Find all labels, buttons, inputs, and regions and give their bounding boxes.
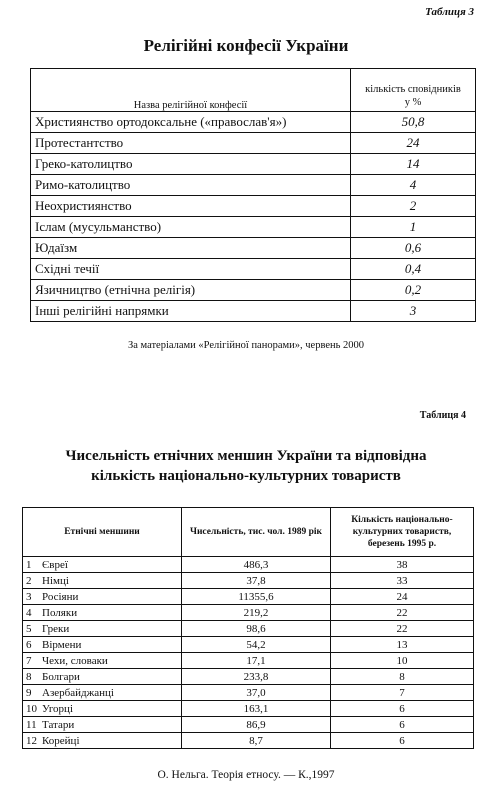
row-number: 2 — [26, 574, 32, 587]
followers-percent-cell: 14 — [351, 154, 476, 175]
population-cell: 11355,6 — [182, 589, 331, 605]
societies-count-cell: 33 — [331, 573, 474, 589]
table-header-row — [23, 508, 474, 557]
table-row — [23, 685, 474, 701]
table-4-title-line1: Чисельність етнічних меншин України та відповідна — [65, 448, 427, 464]
population-cell: 163,1 — [182, 701, 331, 717]
row-number: 7 — [26, 654, 32, 667]
confession-name-cell: Греко-католицтво — [31, 154, 351, 175]
population-cell: 86,9 — [182, 717, 331, 733]
header-societies-count: Кількість національно-культурних товариств, березень 1995 р. — [331, 508, 474, 557]
table-row — [31, 196, 476, 217]
followers-percent-cell: 24 — [351, 133, 476, 154]
followers-percent-cell: 3 — [351, 301, 476, 322]
ethnic-minority-cell — [23, 605, 182, 621]
header-followers-percent — [351, 69, 476, 112]
ethnic-minority-cell — [23, 621, 182, 637]
ethnic-minority-name: Німці — [42, 574, 69, 587]
ethnic-minority-cell — [23, 669, 182, 685]
table-row — [31, 175, 476, 196]
header-followers-line1: кількість сповідників — [365, 84, 461, 95]
row-number: 4 — [26, 606, 32, 619]
table-row — [31, 154, 476, 175]
followers-percent-cell: 2 — [351, 196, 476, 217]
table-row — [31, 238, 476, 259]
table-row — [23, 637, 474, 653]
table-row — [23, 605, 474, 621]
confession-name-cell: Римо-католицтво — [31, 175, 351, 196]
population-cell: 37,8 — [182, 573, 331, 589]
population-cell: 37,0 — [182, 685, 331, 701]
religions-table-body — [31, 112, 476, 322]
row-number: 6 — [26, 638, 32, 651]
header-ethnic-minorities: Етнічні меншини — [23, 508, 182, 557]
table-row — [23, 733, 474, 749]
ethnic-minority-name: Євреї — [42, 558, 68, 571]
population-cell: 486,3 — [182, 557, 331, 573]
societies-count-cell: 24 — [331, 589, 474, 605]
row-number: 8 — [26, 670, 32, 683]
row-number: 1 — [26, 558, 32, 571]
table-row — [31, 301, 476, 322]
table-row — [31, 259, 476, 280]
ethnic-minority-cell — [23, 653, 182, 669]
ethnic-minority-name: Татари — [42, 718, 75, 731]
followers-percent-cell: 0,2 — [351, 280, 476, 301]
followers-percent-cell: 4 — [351, 175, 476, 196]
followers-percent-cell: 50,8 — [351, 112, 476, 133]
row-number: 5 — [26, 622, 32, 635]
ethnic-minority-name: Азербайджанці — [42, 686, 114, 699]
ethnic-minority-name: Чехи, словаки — [42, 654, 108, 667]
confession-name-cell: Інші релігійні напрямки — [31, 301, 351, 322]
table-row — [23, 669, 474, 685]
confession-name-cell: Протестантство — [31, 133, 351, 154]
confession-name-cell: Юдаїзм — [31, 238, 351, 259]
table-4-title-line2: кількість національно-культурних товариств — [91, 468, 401, 484]
header-confession-name: Назва релігійної конфесії — [31, 69, 351, 112]
table-row — [23, 653, 474, 669]
table-row — [23, 557, 474, 573]
row-number: 12 — [26, 734, 37, 747]
confession-name-cell: Неохристиянство — [31, 196, 351, 217]
confession-name-cell: Язичництво (етнічна релігія) — [31, 280, 351, 301]
ethnic-minority-name: Поляки — [42, 606, 78, 619]
followers-percent-cell: 0,4 — [351, 259, 476, 280]
societies-count-cell: 22 — [331, 621, 474, 637]
population-cell: 233,8 — [182, 669, 331, 685]
societies-count-cell: 6 — [331, 733, 474, 749]
ethnic-minority-name: Греки — [42, 622, 70, 635]
table-4-title — [0, 446, 492, 486]
table-row — [23, 701, 474, 717]
societies-count-cell: 8 — [331, 669, 474, 685]
table-row — [31, 280, 476, 301]
table-row — [23, 717, 474, 733]
ethnic-minority-cell — [23, 685, 182, 701]
societies-count-cell: 6 — [331, 701, 474, 717]
table-row — [31, 133, 476, 154]
table-4-source: О. Нельга. Теорія етносу. — К.,1997 — [157, 769, 335, 781]
ethnic-minorities-table — [22, 507, 474, 749]
row-number: 10 — [26, 702, 37, 715]
ethnic-minority-name: Угорці — [42, 702, 74, 715]
header-followers-line2: у % — [404, 97, 422, 108]
population-cell: 98,6 — [182, 621, 331, 637]
header-population: Чисельність, тис. чол. 1989 рік — [182, 508, 331, 557]
table-row — [23, 589, 474, 605]
confession-name-cell: Східні течії — [31, 259, 351, 280]
population-cell: 8,7 — [182, 733, 331, 749]
population-cell: 219,2 — [182, 605, 331, 621]
confession-name-cell: Християнство ортодоксальне («православ'я») — [31, 112, 351, 133]
societies-count-cell: 38 — [331, 557, 474, 573]
ethnic-minority-name: Росіяни — [42, 590, 79, 603]
table-row — [31, 217, 476, 238]
row-number: 11 — [26, 718, 37, 731]
ethnic-minority-name: Болгари — [42, 670, 80, 683]
table-4-label: Таблиця 4 — [419, 410, 466, 421]
table-header-row — [31, 69, 476, 112]
table-3-source: За матеріалами «Релігійної панорами», червень 2000 — [127, 340, 365, 351]
societies-count-cell: 22 — [331, 605, 474, 621]
ethnic-minorities-table-body — [23, 557, 474, 749]
ethnic-minority-cell — [23, 717, 182, 733]
confession-name-cell: Іслам (мусульманство) — [31, 217, 351, 238]
table-3-title: Релігійні конфесії України — [143, 36, 349, 55]
followers-percent-cell: 1 — [351, 217, 476, 238]
ethnic-minority-cell — [23, 589, 182, 605]
societies-count-cell: 13 — [331, 637, 474, 653]
table-row — [23, 573, 474, 589]
societies-count-cell: 6 — [331, 717, 474, 733]
ethnic-minority-cell — [23, 733, 182, 749]
table-3-label: Таблиця 3 — [425, 6, 474, 18]
religions-table — [30, 68, 476, 322]
ethnic-minority-cell — [23, 573, 182, 589]
societies-count-cell: 10 — [331, 653, 474, 669]
societies-count-cell: 7 — [331, 685, 474, 701]
followers-percent-cell: 0,6 — [351, 238, 476, 259]
table-row — [31, 112, 476, 133]
ethnic-minority-cell — [23, 637, 182, 653]
table-row — [23, 621, 474, 637]
population-cell: 17,1 — [182, 653, 331, 669]
row-number: 9 — [26, 686, 32, 699]
ethnic-minority-cell — [23, 701, 182, 717]
population-cell: 54,2 — [182, 637, 331, 653]
ethnic-minority-name: Вірмени — [42, 638, 82, 651]
row-number: 3 — [26, 590, 32, 603]
ethnic-minority-cell — [23, 557, 182, 573]
ethnic-minority-name: Корейці — [42, 734, 80, 747]
